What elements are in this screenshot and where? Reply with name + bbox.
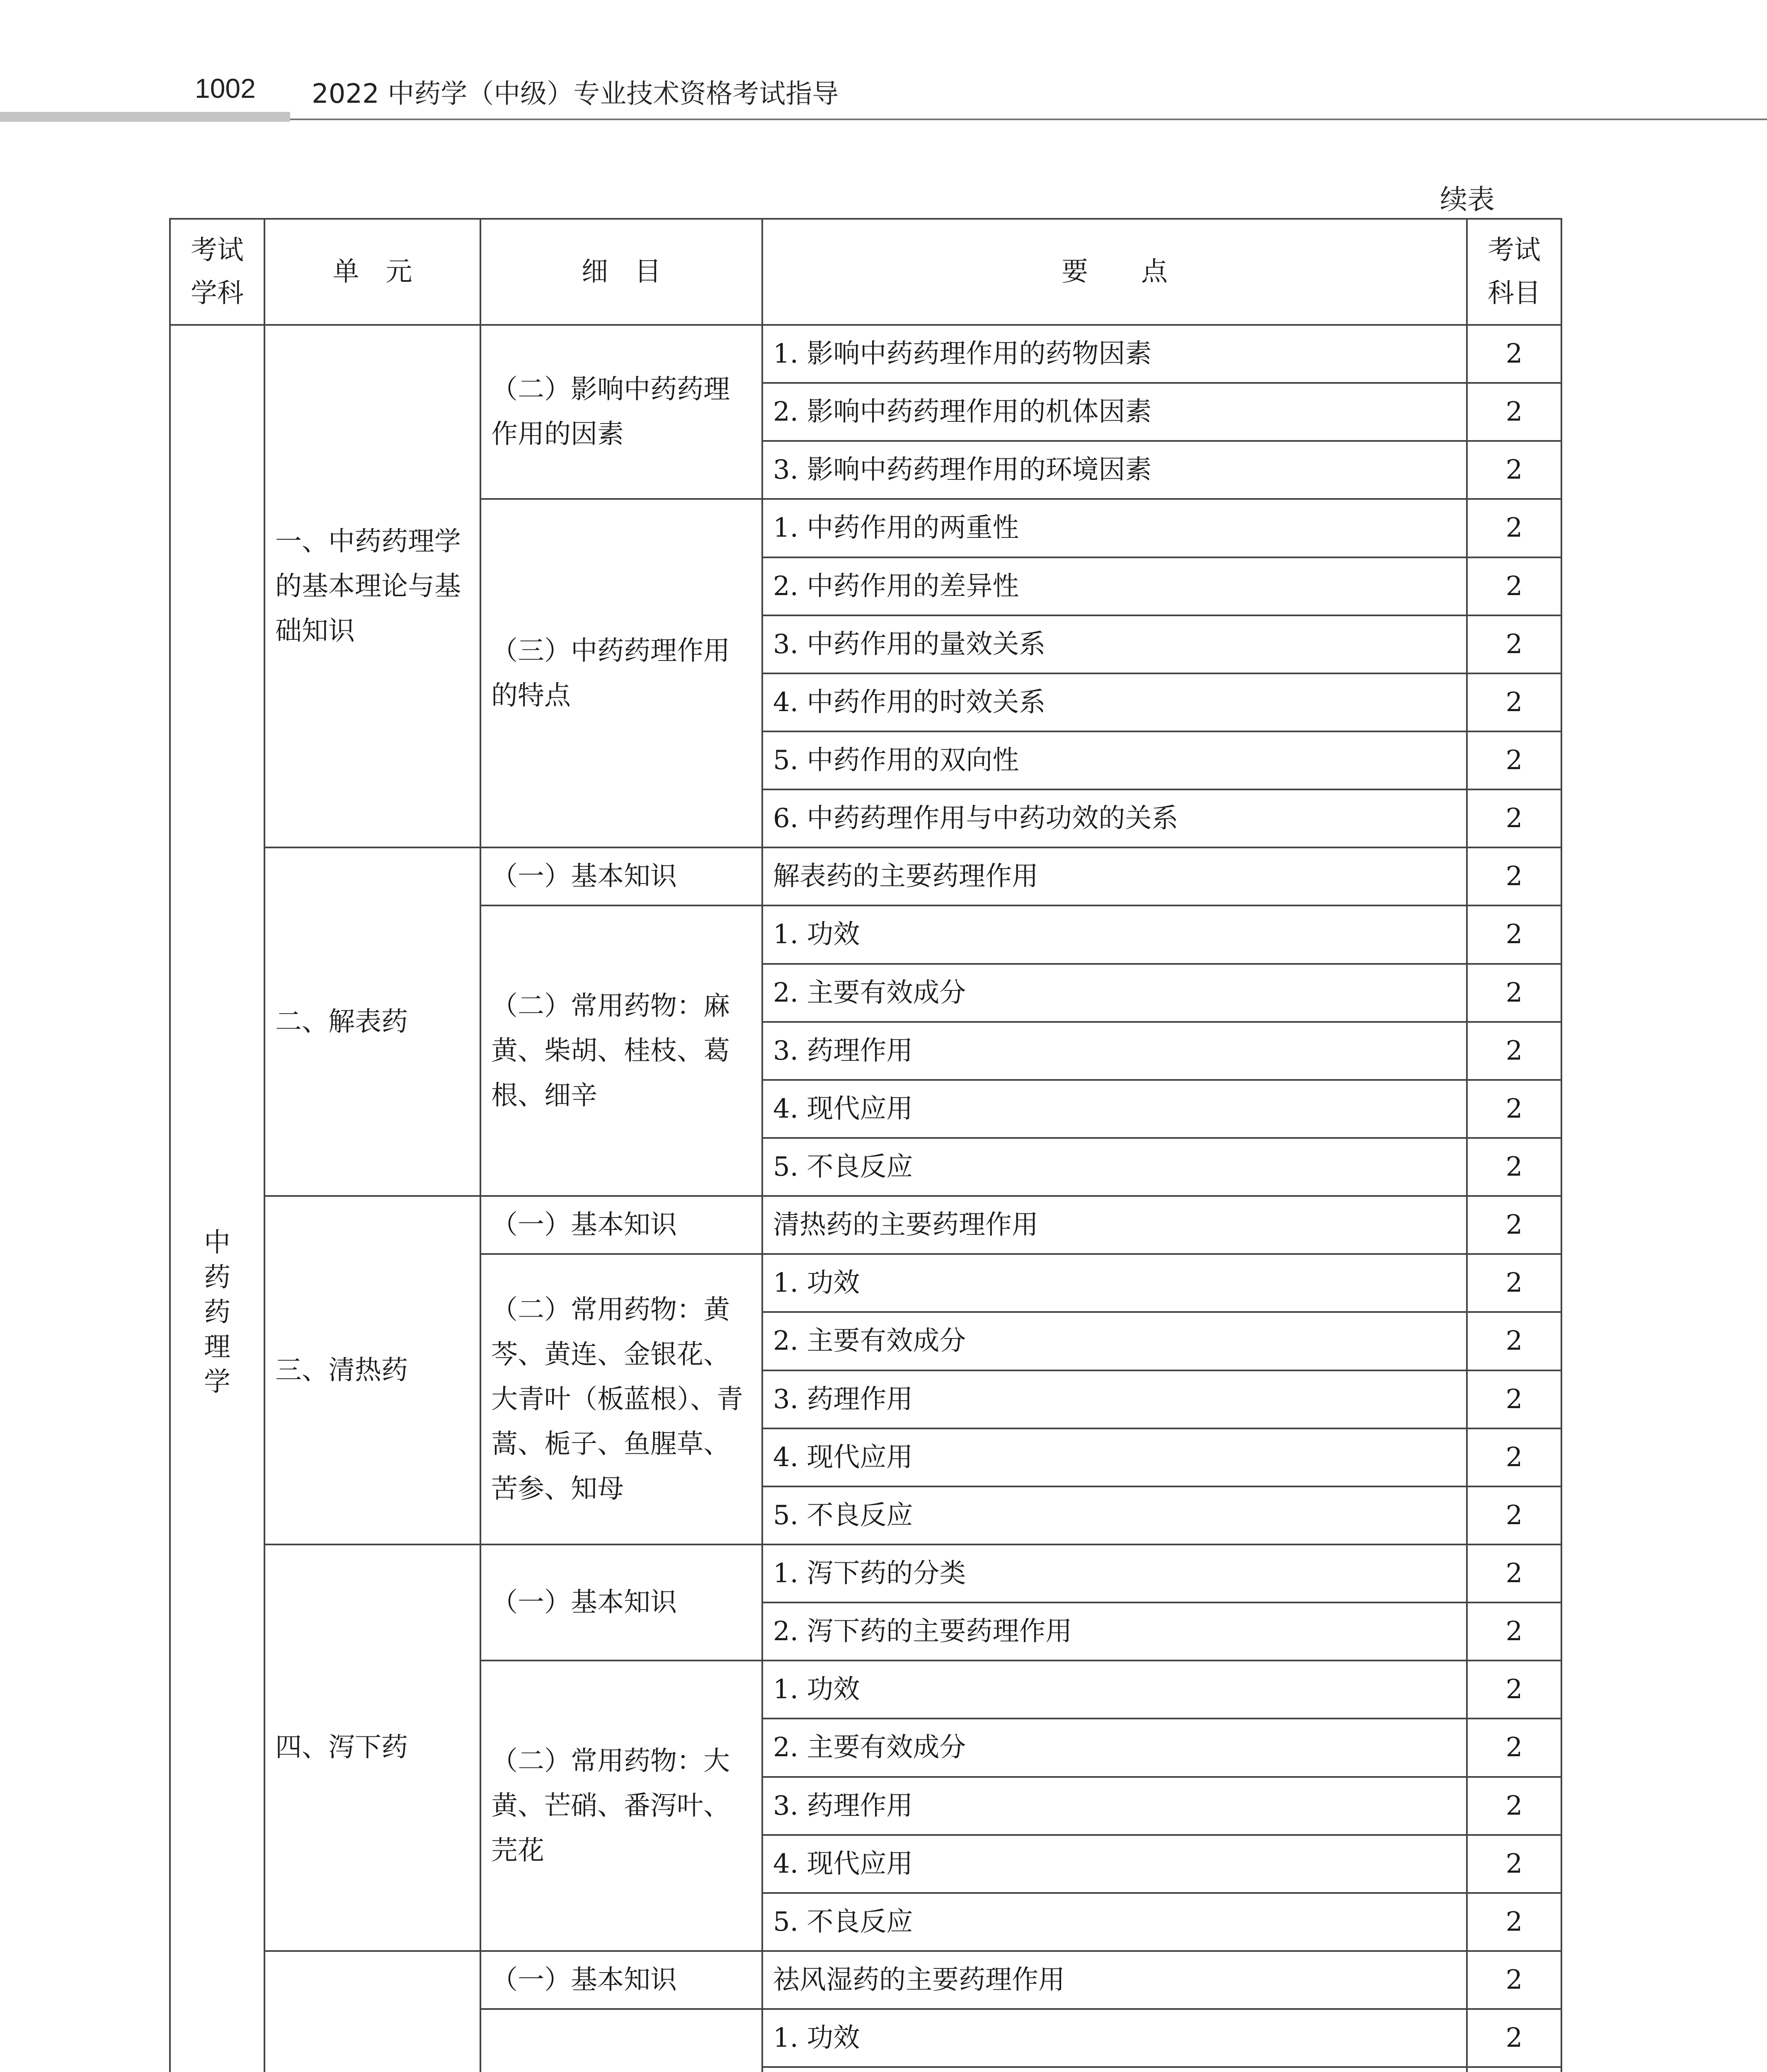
point-cell: 5. 不良反应 bbox=[762, 1893, 1467, 1951]
header-exam-label: 考试 科目 bbox=[1488, 235, 1541, 309]
header-unit: 单 元 bbox=[264, 219, 480, 325]
exam-cell: 2 bbox=[1467, 1312, 1561, 1370]
point-cell: 5. 不良反应 bbox=[762, 1138, 1467, 1196]
exam-cell: 2 bbox=[1467, 905, 1561, 963]
exam-cell: 2 bbox=[1467, 615, 1561, 673]
exam-cell: 2 bbox=[1467, 1602, 1561, 1661]
point-cell: 6. 中药药理作用与中药功效的关系 bbox=[762, 789, 1467, 847]
exam-cell: 2 bbox=[1467, 2009, 1561, 2067]
point-cell: 3. 药理作用 bbox=[762, 1022, 1467, 1080]
point-cell: 3. 药理作用 bbox=[762, 1777, 1467, 1835]
point-cell: 1. 影响中药药理作用的药物因素 bbox=[762, 325, 1467, 383]
table-row bbox=[170, 847, 1561, 905]
exam-cell: 2 bbox=[1467, 1951, 1561, 2009]
point-cell: 3. 药理作用 bbox=[762, 1370, 1467, 1428]
exam-cell bbox=[1467, 2067, 1561, 2072]
exam-cell: 2 bbox=[1467, 847, 1561, 905]
subject-cell bbox=[170, 325, 264, 2072]
detail-cell: （一）基本知识 bbox=[480, 1951, 762, 2009]
unit-cell: 一、中药药理学的基本理论与基础知识 bbox=[264, 325, 480, 847]
subject-char: 药 bbox=[204, 1262, 230, 1293]
exam-cell: 2 bbox=[1467, 1544, 1561, 1602]
exam-cell: 2 bbox=[1467, 964, 1561, 1022]
point-cell: 1. 泻下药的分类 bbox=[762, 1544, 1467, 1602]
point-cell: 3. 中药作用的量效关系 bbox=[762, 615, 1467, 673]
table-row bbox=[170, 1196, 1561, 1254]
exam-cell: 2 bbox=[1467, 383, 1561, 441]
point-cell: 2. 主要有效成分 bbox=[762, 964, 1467, 1022]
point-cell: 2. 主要有效成分 bbox=[762, 1719, 1467, 1777]
subject-char: 学 bbox=[204, 1366, 230, 1397]
syllabus-table bbox=[169, 218, 1562, 2072]
page-number: 1002 bbox=[195, 73, 256, 104]
point-cell: 解表药的主要药理作用 bbox=[762, 847, 1467, 905]
detail-cell: （二）影响中药药理作用的因素 bbox=[480, 325, 762, 499]
unit-cell: 四、泻下药 bbox=[264, 1544, 480, 1951]
point-cell: 1. 功效 bbox=[762, 1661, 1467, 1719]
point-cell: 4. 中药作用的时效关系 bbox=[762, 673, 1467, 731]
point-cell: 2. 泻下药的主要药理作用 bbox=[762, 1602, 1467, 1661]
table-body bbox=[170, 325, 1561, 2072]
point-cell bbox=[762, 2067, 1467, 2072]
point-cell: 祛风湿药的主要药理作用 bbox=[762, 1951, 1467, 2009]
detail-cell: （一）基本知识 bbox=[480, 847, 762, 905]
point-cell: 2. 主要有效成分 bbox=[762, 1312, 1467, 1370]
table-row bbox=[170, 1544, 1561, 1602]
detail-cell: （三）中药药理作用的特点 bbox=[480, 499, 762, 847]
exam-cell: 2 bbox=[1467, 325, 1561, 383]
exam-cell: 2 bbox=[1467, 789, 1561, 847]
table-row bbox=[170, 1951, 1561, 2009]
unit-cell: 三、清热药 bbox=[264, 1196, 480, 1544]
exam-cell: 2 bbox=[1467, 1080, 1561, 1138]
exam-cell: 2 bbox=[1467, 1893, 1561, 1951]
exam-cell: 2 bbox=[1467, 1370, 1561, 1428]
header-subject-label: 考试 学科 bbox=[191, 235, 244, 309]
unit-cell bbox=[264, 1951, 480, 2072]
exam-cell: 2 bbox=[1467, 499, 1561, 557]
exam-cell: 2 bbox=[1467, 1719, 1561, 1777]
header-point: 要 点 bbox=[762, 219, 1467, 325]
point-cell: 4. 现代应用 bbox=[762, 1835, 1467, 1893]
exam-cell: 2 bbox=[1467, 1022, 1561, 1080]
exam-cell: 2 bbox=[1467, 1138, 1561, 1196]
header-rule bbox=[290, 119, 1767, 120]
detail-cell: （二）常用药物：黄芩、黄连、金银花、大青叶（板蓝根）、青蒿、栀子、鱼腥草、苦参、知母 bbox=[480, 1254, 762, 1544]
exam-cell: 2 bbox=[1467, 1835, 1561, 1893]
point-cell: 1. 中药作用的两重性 bbox=[762, 499, 1467, 557]
point-cell: 清热药的主要药理作用 bbox=[762, 1196, 1467, 1254]
exam-cell: 2 bbox=[1467, 441, 1561, 499]
exam-cell: 2 bbox=[1467, 1254, 1561, 1312]
header-shade-bar bbox=[0, 112, 290, 122]
running-title: 2022 中药学（中级）专业技术资格考试指导 bbox=[312, 79, 839, 109]
subject-char: 中 bbox=[204, 1227, 230, 1258]
detail-cell bbox=[480, 2009, 762, 2072]
header-exam bbox=[1467, 219, 1561, 325]
exam-cell: 2 bbox=[1467, 557, 1561, 615]
exam-cell: 2 bbox=[1467, 1777, 1561, 1835]
exam-cell: 2 bbox=[1467, 1661, 1561, 1719]
detail-cell: （二）常用药物：大黄、芒硝、番泻叶、芫花 bbox=[480, 1661, 762, 1951]
detail-cell: （二）常用药物：麻黄、柴胡、桂枝、葛根、细辛 bbox=[480, 905, 762, 1196]
continued-label: 续表 bbox=[1440, 184, 1495, 215]
exam-cell: 2 bbox=[1467, 731, 1561, 789]
point-cell: 2. 影响中药药理作用的机体因素 bbox=[762, 383, 1467, 441]
point-cell: 5. 中药作用的双向性 bbox=[762, 731, 1467, 789]
header-detail: 细 目 bbox=[480, 219, 762, 325]
point-cell: 1. 功效 bbox=[762, 1254, 1467, 1312]
detail-cell: （一）基本知识 bbox=[480, 1544, 762, 1661]
exam-cell: 2 bbox=[1467, 1196, 1561, 1254]
point-cell: 3. 影响中药药理作用的环境因素 bbox=[762, 441, 1467, 499]
point-cell: 1. 功效 bbox=[762, 905, 1467, 963]
subject-char: 药 bbox=[204, 1297, 230, 1328]
unit-cell: 二、解表药 bbox=[264, 847, 480, 1196]
detail-cell: （一）基本知识 bbox=[480, 1196, 762, 1254]
point-cell: 2. 中药作用的差异性 bbox=[762, 557, 1467, 615]
exam-cell: 2 bbox=[1467, 1428, 1561, 1486]
point-cell: 4. 现代应用 bbox=[762, 1428, 1467, 1486]
header-subject bbox=[170, 219, 264, 325]
table-row bbox=[170, 325, 1561, 383]
subject-char: 理 bbox=[204, 1331, 230, 1363]
point-cell: 5. 不良反应 bbox=[762, 1486, 1467, 1544]
exam-cell: 2 bbox=[1467, 1486, 1561, 1544]
exam-cell: 2 bbox=[1467, 673, 1561, 731]
point-cell: 1. 功效 bbox=[762, 2009, 1467, 2067]
point-cell: 4. 现代应用 bbox=[762, 1080, 1467, 1138]
table-header-row bbox=[170, 219, 1561, 325]
